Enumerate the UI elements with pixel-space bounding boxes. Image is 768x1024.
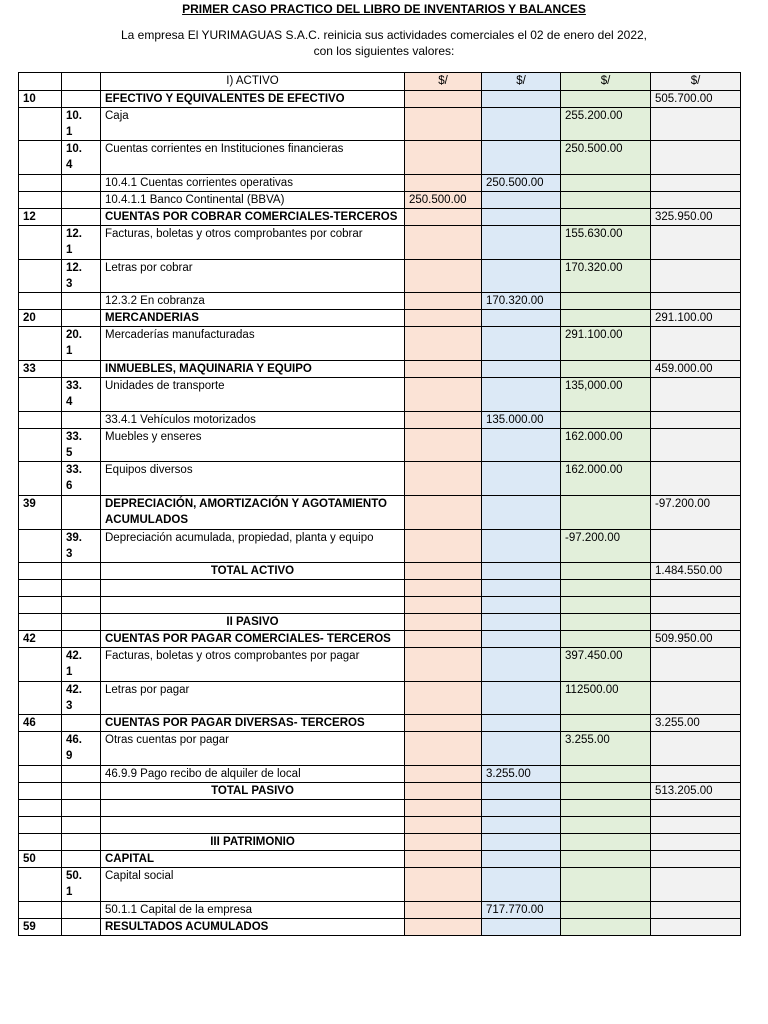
amount-col6-cell [561,902,651,919]
amount-col7-cell [651,175,741,192]
amount-col4-cell [405,563,482,580]
amount-col7-cell [651,192,741,209]
amount-col7-cell [651,462,741,496]
amount-col7-cell [651,868,741,902]
account-code-cell [19,614,62,631]
table-row [19,530,741,563]
table-row [19,226,741,260]
amount-col6-cell: -97.200.00 [561,530,651,563]
description-cell: Unidades de transporte [101,378,405,412]
account-code-cell: 10 [19,91,62,108]
amount-col5-cell [482,327,561,361]
subaccount-code-cell [62,919,101,936]
amount-col7-cell [651,597,741,614]
amount-col4-cell [405,902,482,919]
account-code-cell [19,800,62,817]
table-row [19,919,741,936]
amount-col6-cell: 135,000.00 [561,378,651,412]
amount-col4-cell [405,800,482,817]
amount-col6-cell [561,715,651,732]
table-row [19,327,741,361]
table-row [19,310,741,327]
amount-col6-cell: 3.255.00 [561,732,651,766]
description-cell: RESULTADOS ACUMULADOS [101,919,405,936]
subaccount-code-cell [62,851,101,868]
amount-col4-cell [405,429,482,462]
subaccount-code-cell: 50. 1 [62,868,101,902]
amount-col5-cell [482,563,561,580]
subaccount-code-cell [62,310,101,327]
amount-col5-cell [482,496,561,530]
table-row [19,378,741,412]
description-cell [101,580,405,597]
account-code-cell [19,597,62,614]
subaccount-code-cell [62,817,101,834]
amount-col7-cell: 291.100.00 [651,310,741,327]
subaccount-code-cell: 33. 5 [62,429,101,462]
amount-col5-cell [482,868,561,902]
header-col4: $/ [405,73,482,91]
account-code-cell [19,580,62,597]
table-row [19,91,741,108]
account-code-cell: 59 [19,919,62,936]
subaccount-code-cell: 10. 4 [62,141,101,175]
description-cell: CAPITAL [101,851,405,868]
amount-col6-cell [561,361,651,378]
description-cell: 46.9.9 Pago recibo de alquiler de local [101,766,405,783]
table-row [19,902,741,919]
amount-col6-cell: 250.500.00 [561,141,651,175]
amount-col7-cell: 1.484.550.00 [651,563,741,580]
amount-col4-cell [405,682,482,715]
table-row [19,614,741,631]
amount-col5-cell [482,91,561,108]
account-code-cell [19,327,62,361]
description-cell: 10.4.1.1 Banco Continental (BBVA) [101,192,405,209]
table-row [19,141,741,175]
table-row [19,851,741,868]
subaccount-code-cell [62,631,101,648]
description-cell: Facturas, boletas y otros comprobantes por pagar [101,648,405,682]
subaccount-code-cell [62,563,101,580]
amount-col6-cell [561,209,651,226]
description-cell [101,597,405,614]
subaccount-code-cell: 33. 6 [62,462,101,496]
amount-col4-cell [405,412,482,429]
amount-col7-cell: 513.205.00 [651,783,741,800]
amount-col7-cell [651,817,741,834]
amount-col7-cell [651,293,741,310]
table-row [19,293,741,310]
amount-col4-cell [405,496,482,530]
amount-col7-cell [651,108,741,141]
table-row [19,260,741,293]
subaccount-code-cell: 33. 4 [62,378,101,412]
table-row [19,496,741,530]
account-code-cell: 12 [19,209,62,226]
amount-col6-cell [561,783,651,800]
subaccount-code-cell [62,597,101,614]
intro-paragraph: La empresa El YURIMAGUAS S.A.C. reinicia sus actividades comerciales el 02 de enero del 2022, con los siguientes valores: [120,28,648,58]
table-row [19,800,741,817]
header-col6: $/ [561,73,651,91]
account-code-cell [19,108,62,141]
description-cell: CUENTAS POR COBRAR COMERCIALES-TERCEROS [101,209,405,226]
amount-col4-cell [405,361,482,378]
amount-col6-cell: 155.630.00 [561,226,651,260]
table-header-row [19,73,741,91]
amount-col7-cell: 325.950.00 [651,209,741,226]
amount-col7-cell [651,226,741,260]
account-code-cell [19,732,62,766]
amount-col5-cell [482,783,561,800]
subaccount-code-cell: 46. 9 [62,732,101,766]
amount-col4-cell [405,817,482,834]
description-cell: EFECTIVO Y EQUIVALENTES DE EFECTIVO [101,91,405,108]
amount-col6-cell [561,496,651,530]
amount-col5-cell [482,378,561,412]
amount-col5-cell [482,834,561,851]
amount-col6-cell [561,766,651,783]
description-cell: CUENTAS POR PAGAR COMERCIALES- TERCEROS [101,631,405,648]
amount-col7-cell: 509.950.00 [651,631,741,648]
table-row [19,108,741,141]
amount-col6-cell [561,563,651,580]
subaccount-code-cell: 39. 3 [62,530,101,563]
amount-col6-cell [561,919,651,936]
balance-table [18,72,741,936]
amount-col5-cell [482,462,561,496]
amount-col5-cell [482,614,561,631]
amount-col6-cell [561,293,651,310]
amount-col7-cell [651,530,741,563]
amount-col7-cell [651,378,741,412]
amount-col6-cell [561,597,651,614]
account-code-cell [19,902,62,919]
table-row [19,631,741,648]
subaccount-code-cell: 10. 1 [62,108,101,141]
amount-col4-cell [405,260,482,293]
account-code-cell: 46 [19,715,62,732]
account-code-cell [19,260,62,293]
description-cell: III PATRIMONIO [101,834,405,851]
table-row [19,192,741,209]
amount-col4-cell [405,631,482,648]
description-cell: Letras por cobrar [101,260,405,293]
amount-col4-cell [405,293,482,310]
description-cell: Letras por pagar [101,682,405,715]
description-cell [101,817,405,834]
amount-col4-cell [405,851,482,868]
table-row [19,209,741,226]
table-row [19,834,741,851]
description-cell: II PASIVO [101,614,405,631]
amount-col4-cell [405,868,482,902]
subaccount-code-cell [62,496,101,530]
amount-col5-cell [482,361,561,378]
description-cell: 33.4.1 Vehículos motorizados [101,412,405,429]
subaccount-code-cell [62,580,101,597]
amount-col4-cell [405,732,482,766]
account-code-cell [19,175,62,192]
amount-col4-cell [405,919,482,936]
account-code-cell [19,293,62,310]
amount-col5-cell [482,715,561,732]
subaccount-code-cell: 42. 3 [62,682,101,715]
subaccount-code-cell [62,766,101,783]
description-cell: CUENTAS POR PAGAR DIVERSAS- TERCEROS [101,715,405,732]
subaccount-code-cell [62,715,101,732]
amount-col6-cell [561,412,651,429]
amount-col4-cell [405,91,482,108]
subaccount-code-cell [62,192,101,209]
subaccount-code-cell [62,209,101,226]
amount-col7-cell [651,580,741,597]
description-cell: Equipos diversos [101,462,405,496]
amount-col4-cell [405,530,482,563]
description-cell: Mercaderías manufacturadas [101,327,405,361]
amount-col5-cell [482,429,561,462]
amount-col6-cell [561,800,651,817]
subaccount-code-cell [62,293,101,310]
amount-col7-cell [651,834,741,851]
amount-col6-cell [561,817,651,834]
table-row [19,648,741,682]
amount-col4-cell [405,783,482,800]
amount-col4-cell [405,310,482,327]
amount-col4-cell [405,597,482,614]
subaccount-code-cell [62,902,101,919]
amount-col7-cell: 459.000.00 [651,361,741,378]
account-code-cell [19,766,62,783]
amount-col7-cell [651,682,741,715]
amount-col7-cell [651,648,741,682]
amount-col5-cell [482,310,561,327]
description-cell: Caja [101,108,405,141]
amount-col4-cell [405,327,482,361]
amount-col6-cell [561,192,651,209]
amount-col6-cell [561,631,651,648]
subaccount-code-cell [62,800,101,817]
amount-col4-cell [405,209,482,226]
account-code-cell [19,530,62,563]
amount-col4-cell [405,378,482,412]
account-code-cell [19,868,62,902]
account-code-cell [19,817,62,834]
amount-col6-cell [561,580,651,597]
amount-col7-cell [651,141,741,175]
description-cell: Depreciación acumulada, propiedad, planta y equipo [101,530,405,563]
amount-col4-cell [405,766,482,783]
table-row [19,715,741,732]
amount-col7-cell [651,851,741,868]
amount-col7-cell: 505.700.00 [651,91,741,108]
table-row [19,462,741,496]
amount-col7-cell [651,327,741,361]
document-title: PRIMER CASO PRACTICO DEL LIBRO DE INVENTARIOS Y BALANCES [182,2,586,16]
account-code-cell [19,462,62,496]
amount-col6-cell [561,175,651,192]
amount-col6-cell: 291.100.00 [561,327,651,361]
account-code-cell [19,682,62,715]
account-code-cell [19,192,62,209]
subaccount-code-cell: 12. 3 [62,260,101,293]
account-code-cell [19,141,62,175]
amount-col7-cell [651,412,741,429]
amount-col4-cell [405,141,482,175]
amount-col5-cell [482,648,561,682]
amount-col4-cell [405,226,482,260]
table-row [19,682,741,715]
description-cell: DEPRECIACIÓN, AMORTIZACIÓN Y AGOTAMIENTO ACUMULADOS [101,496,405,530]
account-code-cell: 20 [19,310,62,327]
amount-col7-cell: -97.200.00 [651,496,741,530]
amount-col4-cell [405,834,482,851]
account-code-cell: 39 [19,496,62,530]
amount-col4-cell [405,108,482,141]
amount-col6-cell [561,310,651,327]
subaccount-code-cell: 42. 1 [62,648,101,682]
subaccount-code-cell: 12. 1 [62,226,101,260]
amount-col4-cell [405,614,482,631]
description-cell [101,800,405,817]
amount-col4-cell: 250.500.00 [405,192,482,209]
amount-col5-cell: 717.770.00 [482,902,561,919]
account-code-cell: 33 [19,361,62,378]
account-code-cell: 50 [19,851,62,868]
amount-col5-cell [482,580,561,597]
amount-col7-cell [651,902,741,919]
amount-col7-cell [651,260,741,293]
account-code-cell [19,783,62,800]
subaccount-code-cell: 20. 1 [62,327,101,361]
description-cell: Muebles y enseres [101,429,405,462]
amount-col4-cell [405,580,482,597]
amount-col6-cell: 170.320.00 [561,260,651,293]
description-cell: MERCANDERIAS [101,310,405,327]
table-row [19,580,741,597]
amount-col4-cell [405,175,482,192]
table-row [19,732,741,766]
amount-col6-cell: 255.200.00 [561,108,651,141]
account-code-cell [19,429,62,462]
subaccount-code-cell [62,783,101,800]
description-cell: Facturas, boletas y otros comprobantes por cobrar [101,226,405,260]
table-row [19,361,741,378]
amount-col6-cell: 162.000.00 [561,429,651,462]
amount-col4-cell [405,462,482,496]
account-code-cell [19,226,62,260]
subaccount-code-cell [62,91,101,108]
amount-col7-cell: 3.255.00 [651,715,741,732]
table-row [19,429,741,462]
amount-col5-cell [482,192,561,209]
amount-col5-cell [482,226,561,260]
amount-col5-cell [482,919,561,936]
table-row [19,766,741,783]
description-cell: 10.4.1 Cuentas corrientes operativas [101,175,405,192]
amount-col5-cell [482,732,561,766]
amount-col6-cell: 397.450.00 [561,648,651,682]
amount-col4-cell [405,648,482,682]
amount-col5-cell [482,851,561,868]
table-row [19,783,741,800]
amount-col5-cell [482,530,561,563]
amount-col5-cell [482,209,561,226]
subaccount-code-cell [62,834,101,851]
amount-col7-cell [651,766,741,783]
amount-col5-cell [482,800,561,817]
description-cell: 12.3.2 En cobranza [101,293,405,310]
header-sub-cell [62,73,101,91]
amount-col5-cell: 135.000.00 [482,412,561,429]
amount-col7-cell [651,614,741,631]
description-cell: TOTAL ACTIVO [101,563,405,580]
table-row [19,175,741,192]
header-col5: $/ [482,73,561,91]
account-code-cell [19,412,62,429]
amount-col5-cell [482,108,561,141]
amount-col5-cell: 3.255.00 [482,766,561,783]
subaccount-code-cell [62,412,101,429]
amount-col7-cell [651,800,741,817]
amount-col6-cell [561,834,651,851]
header-code-cell [19,73,62,91]
amount-col5-cell [482,682,561,715]
subaccount-code-cell [62,175,101,192]
amount-col5-cell [482,631,561,648]
table-row [19,412,741,429]
amount-col6-cell: 112500.00 [561,682,651,715]
subaccount-code-cell [62,614,101,631]
table-row [19,597,741,614]
amount-col6-cell: 162.000.00 [561,462,651,496]
amount-col5-cell: 170.320.00 [482,293,561,310]
description-cell: Cuentas corrientes en Instituciones financieras [101,141,405,175]
account-code-cell [19,834,62,851]
amount-col7-cell [651,429,741,462]
subaccount-code-cell [62,361,101,378]
amount-col7-cell [651,919,741,936]
amount-col7-cell [651,732,741,766]
table-row [19,817,741,834]
table-row [19,868,741,902]
account-code-cell [19,378,62,412]
header-section-label: I) ACTIVO [101,73,405,91]
description-cell: 50.1.1 Capital de la empresa [101,902,405,919]
account-code-cell [19,648,62,682]
amount-col5-cell [482,141,561,175]
amount-col5-cell [482,597,561,614]
description-cell: TOTAL PASIVO [101,783,405,800]
table-row [19,563,741,580]
account-code-cell: 42 [19,631,62,648]
amount-col5-cell [482,817,561,834]
description-cell: INMUEBLES, MAQUINARIA Y EQUIPO [101,361,405,378]
amount-col6-cell [561,868,651,902]
amount-col6-cell [561,614,651,631]
description-cell: Otras cuentas por pagar [101,732,405,766]
amount-col6-cell [561,91,651,108]
amount-col5-cell [482,260,561,293]
description-cell: Capital social [101,868,405,902]
amount-col6-cell [561,851,651,868]
amount-col5-cell: 250.500.00 [482,175,561,192]
account-code-cell [19,563,62,580]
amount-col4-cell [405,715,482,732]
header-col7: $/ [651,73,741,91]
